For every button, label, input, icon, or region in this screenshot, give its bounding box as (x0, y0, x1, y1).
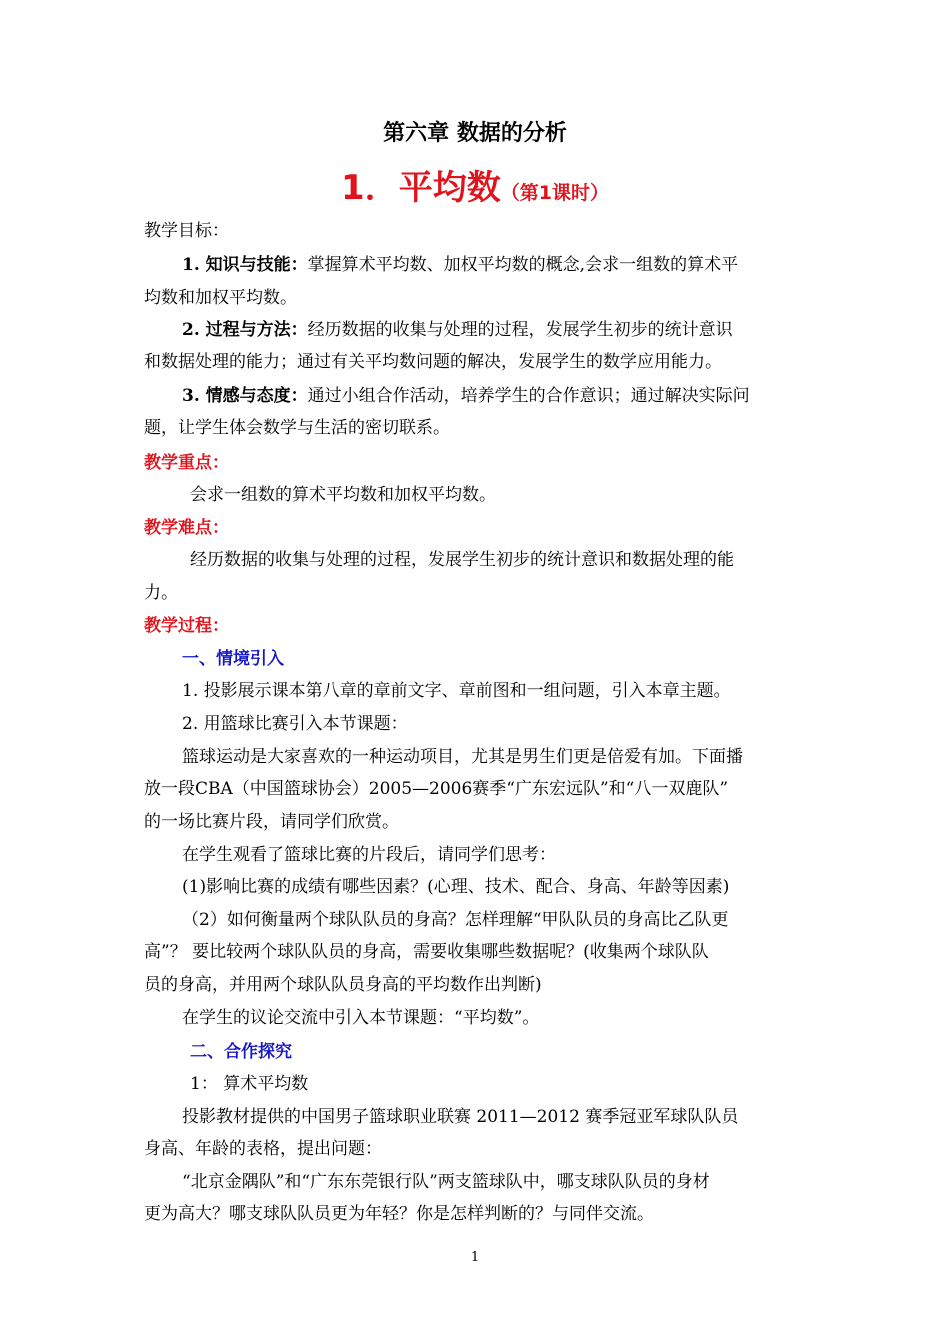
s1-question-2-line-1: （2）如何衡量两个球队队员的身高？怎样理解“甲队队员的身高比乙队更 (182, 910, 729, 930)
objective-3-line-1 (182, 384, 812, 408)
objective-1-text: 掌握算术平均数、加权平均数的概念,会求一组数的算术平 (307, 255, 739, 275)
s1-para-3: 在学生的议论交流中引入本节课题：“平均数”。 (182, 1008, 540, 1028)
lesson-subtitle: （第1课时） (500, 182, 609, 204)
objective-3-label: 3. 情感与态度： (182, 386, 308, 406)
s1-question-1: (1)影响比赛的成绩有哪些因素？(心理、技术、配合、身高、年龄等因素) (182, 877, 730, 897)
objective-2-label: 2. 过程与方法： (182, 320, 308, 340)
lesson-title (0, 160, 950, 209)
s1-para-2: 在学生观看了篮球比赛的片段后，请同学们思考： (182, 845, 556, 865)
process-heading: 教学过程： (144, 616, 229, 636)
objective-1-line-1 (182, 253, 812, 277)
objective-3-text: 通过小组合作活动，培养学生的合作意识；通过解决实际问 (307, 386, 750, 406)
objectives-heading: 教学目标： (144, 221, 229, 241)
objective-2-line-1 (182, 318, 812, 342)
s1-question-2-line-3: 员的身高，并用两个球队队员身高的平均数作出判断) (144, 975, 542, 995)
objective-2-text: 经历数据的收集与处理的过程，发展学生初步的统计意识 (307, 320, 733, 340)
objective-2-line-2: 和数据处理的能力；通过有关平均数问题的解决，发展学生的数学应用能力。 (144, 352, 722, 372)
s2-para-2-line-2: 更为高大？哪支球队队员更为年轻？你是怎样判断的？与同伴交流。 (144, 1204, 654, 1224)
objective-1-label: 1. 知识与技能： (182, 255, 308, 275)
chapter-title: 第六章 数据的分析 (383, 121, 567, 146)
s1-para-1-line-3: 的一场比赛片段，请同学们欣赏。 (144, 812, 399, 832)
objective-1-line-2: 均数和加权平均数。 (144, 288, 297, 308)
key-point-heading: 教学重点： (144, 453, 229, 473)
key-point-text: 会求一组数的算术平均数和加权平均数。 (190, 485, 496, 505)
lesson-title-main: 1．平均数 (341, 168, 501, 208)
difficulty-heading: 教学难点： (144, 518, 229, 538)
s1-question-2-line-2: 高”？ 要比较两个球队队员的身高，需要收集哪些数据呢？(收集两个球队队 (144, 942, 709, 962)
objective-3-line-2: 题，让学生体会数学与生活的密切联系。 (144, 418, 450, 438)
s1-item-2: 2. 用篮球比赛引入本节课题： (182, 714, 408, 734)
s2-subsection-1: 1： 算术平均数 (190, 1074, 309, 1094)
difficulty-text-line-2: 力。 (144, 583, 178, 603)
page-number: 1 (470, 1250, 480, 1265)
s2-para-1-line-1: 投影教材提供的中国男子篮球职业联赛 2011—2012 赛季冠亚军球队队员 (182, 1107, 739, 1127)
s2-para-1-line-2: 身高、年龄的表格，提出问题： (144, 1139, 382, 1159)
difficulty-text-line-1: 经历数据的收集与处理的过程，发展学生初步的统计意识和数据处理的能 (190, 550, 734, 570)
section-2-title: 二、合作探究 (190, 1042, 292, 1062)
s1-para-1-line-2: 放一段CBA（中国篮球协会）2005—2006赛季“广东宏远队”和“八一双鹿队” (144, 779, 729, 799)
s2-para-2-line-1: “北京金隅队”和“广东东莞银行队”两支篮球队中，哪支球队队员的身材 (182, 1172, 710, 1192)
s1-item-1: 1. 投影展示课本第八章的章前文字、章前图和一组问题，引入本章主题。 (182, 681, 731, 701)
s1-para-1-line-1: 篮球运动是大家喜欢的一种运动项目，尤其是男生们更是倍爱有加。下面播 (182, 747, 743, 767)
section-1-title: 一、情境引入 (182, 649, 284, 669)
